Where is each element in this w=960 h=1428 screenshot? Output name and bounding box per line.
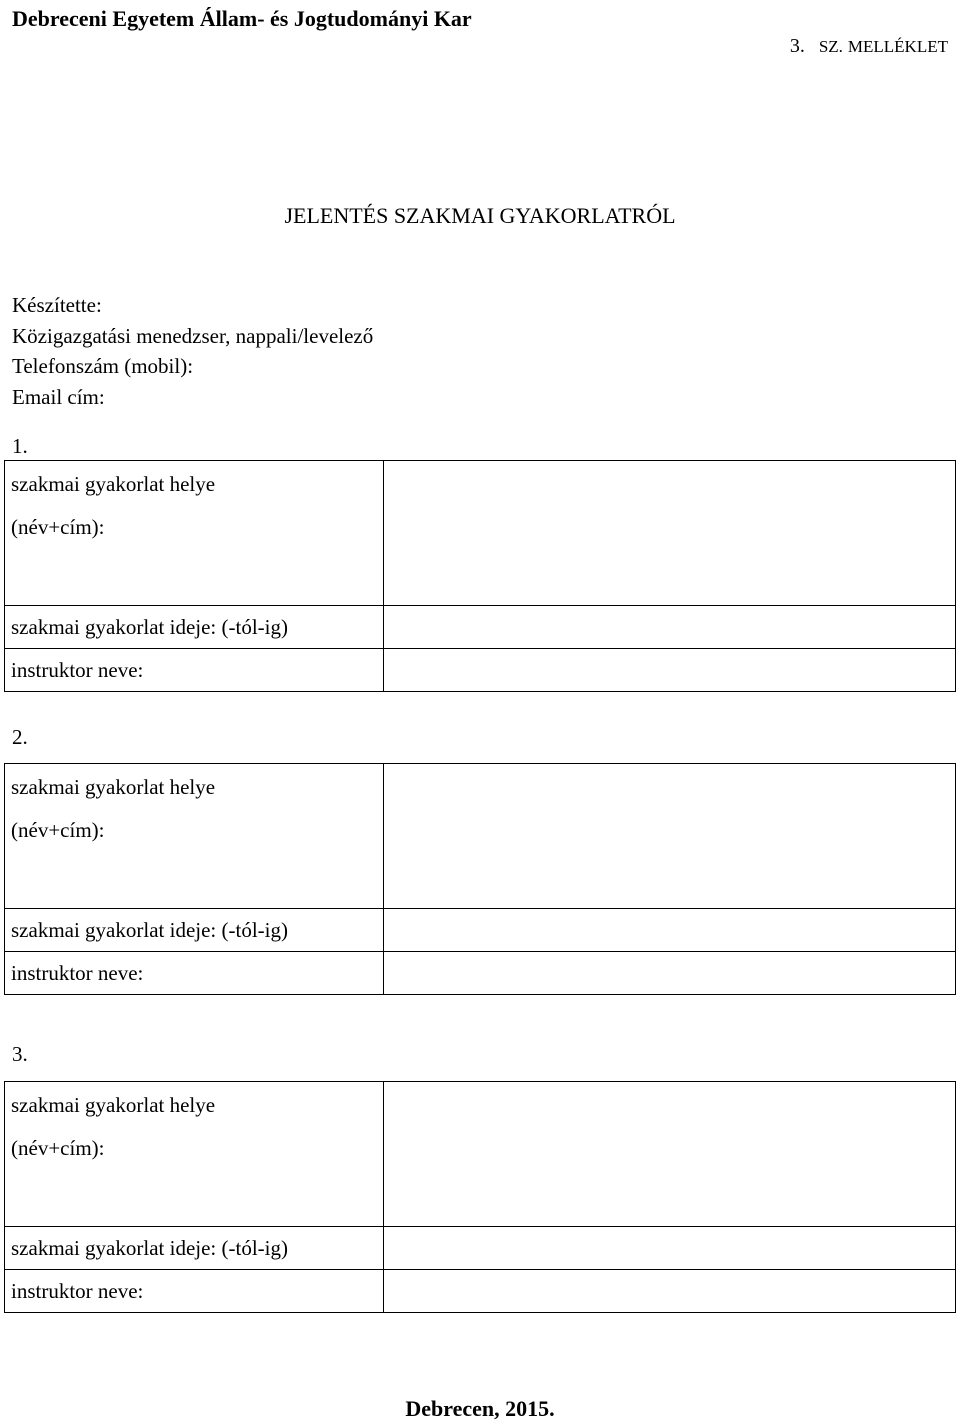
entry-number: 2. [12, 725, 28, 749]
place-label-sub: (név+cím): [11, 818, 105, 842]
place-value-cell[interactable] [384, 1082, 956, 1227]
annex-word: MELLÉKLET [847, 37, 948, 56]
institution-name: Debreceni Egyetem Állam- és Jogtudományi Kar [12, 6, 472, 31]
place-label-cell [5, 764, 384, 909]
prepared-by-block [12, 290, 373, 412]
internship-entry-table [4, 763, 956, 995]
annex-sz: SZ. [818, 37, 843, 56]
phone-label: Telefonszám (mobil): [12, 354, 194, 378]
instructor-value-cell[interactable] [384, 649, 956, 692]
place-label-sub: (név+cím): [11, 515, 105, 539]
place-label-sub: (név+cím): [11, 1136, 105, 1160]
period-value-cell[interactable] [384, 1227, 956, 1270]
email-label: Email cím: [12, 384, 105, 409]
prepared-by-label: Készítette: [12, 293, 102, 317]
entry-number: 1. [12, 434, 28, 458]
place-label: szakmai gyakorlat helye [11, 472, 216, 496]
instructor-label: instruktor neve: [5, 952, 384, 995]
period-label: szakmai gyakorlat ideje: (-tól-ig) [5, 606, 384, 649]
internship-entry-table [4, 1081, 956, 1313]
annex-number: 3. [789, 35, 805, 57]
period-value-cell[interactable] [384, 909, 956, 952]
period-label: szakmai gyakorlat ideje: (-tól-ig) [5, 1227, 384, 1270]
place-label-cell [5, 461, 384, 606]
instructor-label: instruktor neve: [5, 649, 384, 692]
place-label: szakmai gyakorlat helye [11, 1093, 216, 1117]
place-label-cell [5, 1082, 384, 1227]
internship-entry-table [4, 460, 956, 692]
document-title: JELENTÉS SZAKMAI GYAKORLATRÓL [284, 203, 676, 228]
instructor-value-cell[interactable] [384, 1270, 956, 1313]
place-date-footer: Debrecen, 2015. [405, 1396, 555, 1421]
annex-label [790, 35, 948, 58]
entry-number: 3. [12, 1042, 28, 1066]
place-label: szakmai gyakorlat helye [11, 775, 216, 799]
instructor-label: instruktor neve: [5, 1270, 384, 1313]
period-label: szakmai gyakorlat ideje: (-tól-ig) [5, 909, 384, 952]
program-line: Közigazgatási menedzser, nappali/levelező [12, 323, 374, 348]
place-value-cell[interactable] [384, 461, 956, 606]
period-value-cell[interactable] [384, 606, 956, 649]
instructor-value-cell[interactable] [384, 952, 956, 995]
place-value-cell[interactable] [384, 764, 956, 909]
